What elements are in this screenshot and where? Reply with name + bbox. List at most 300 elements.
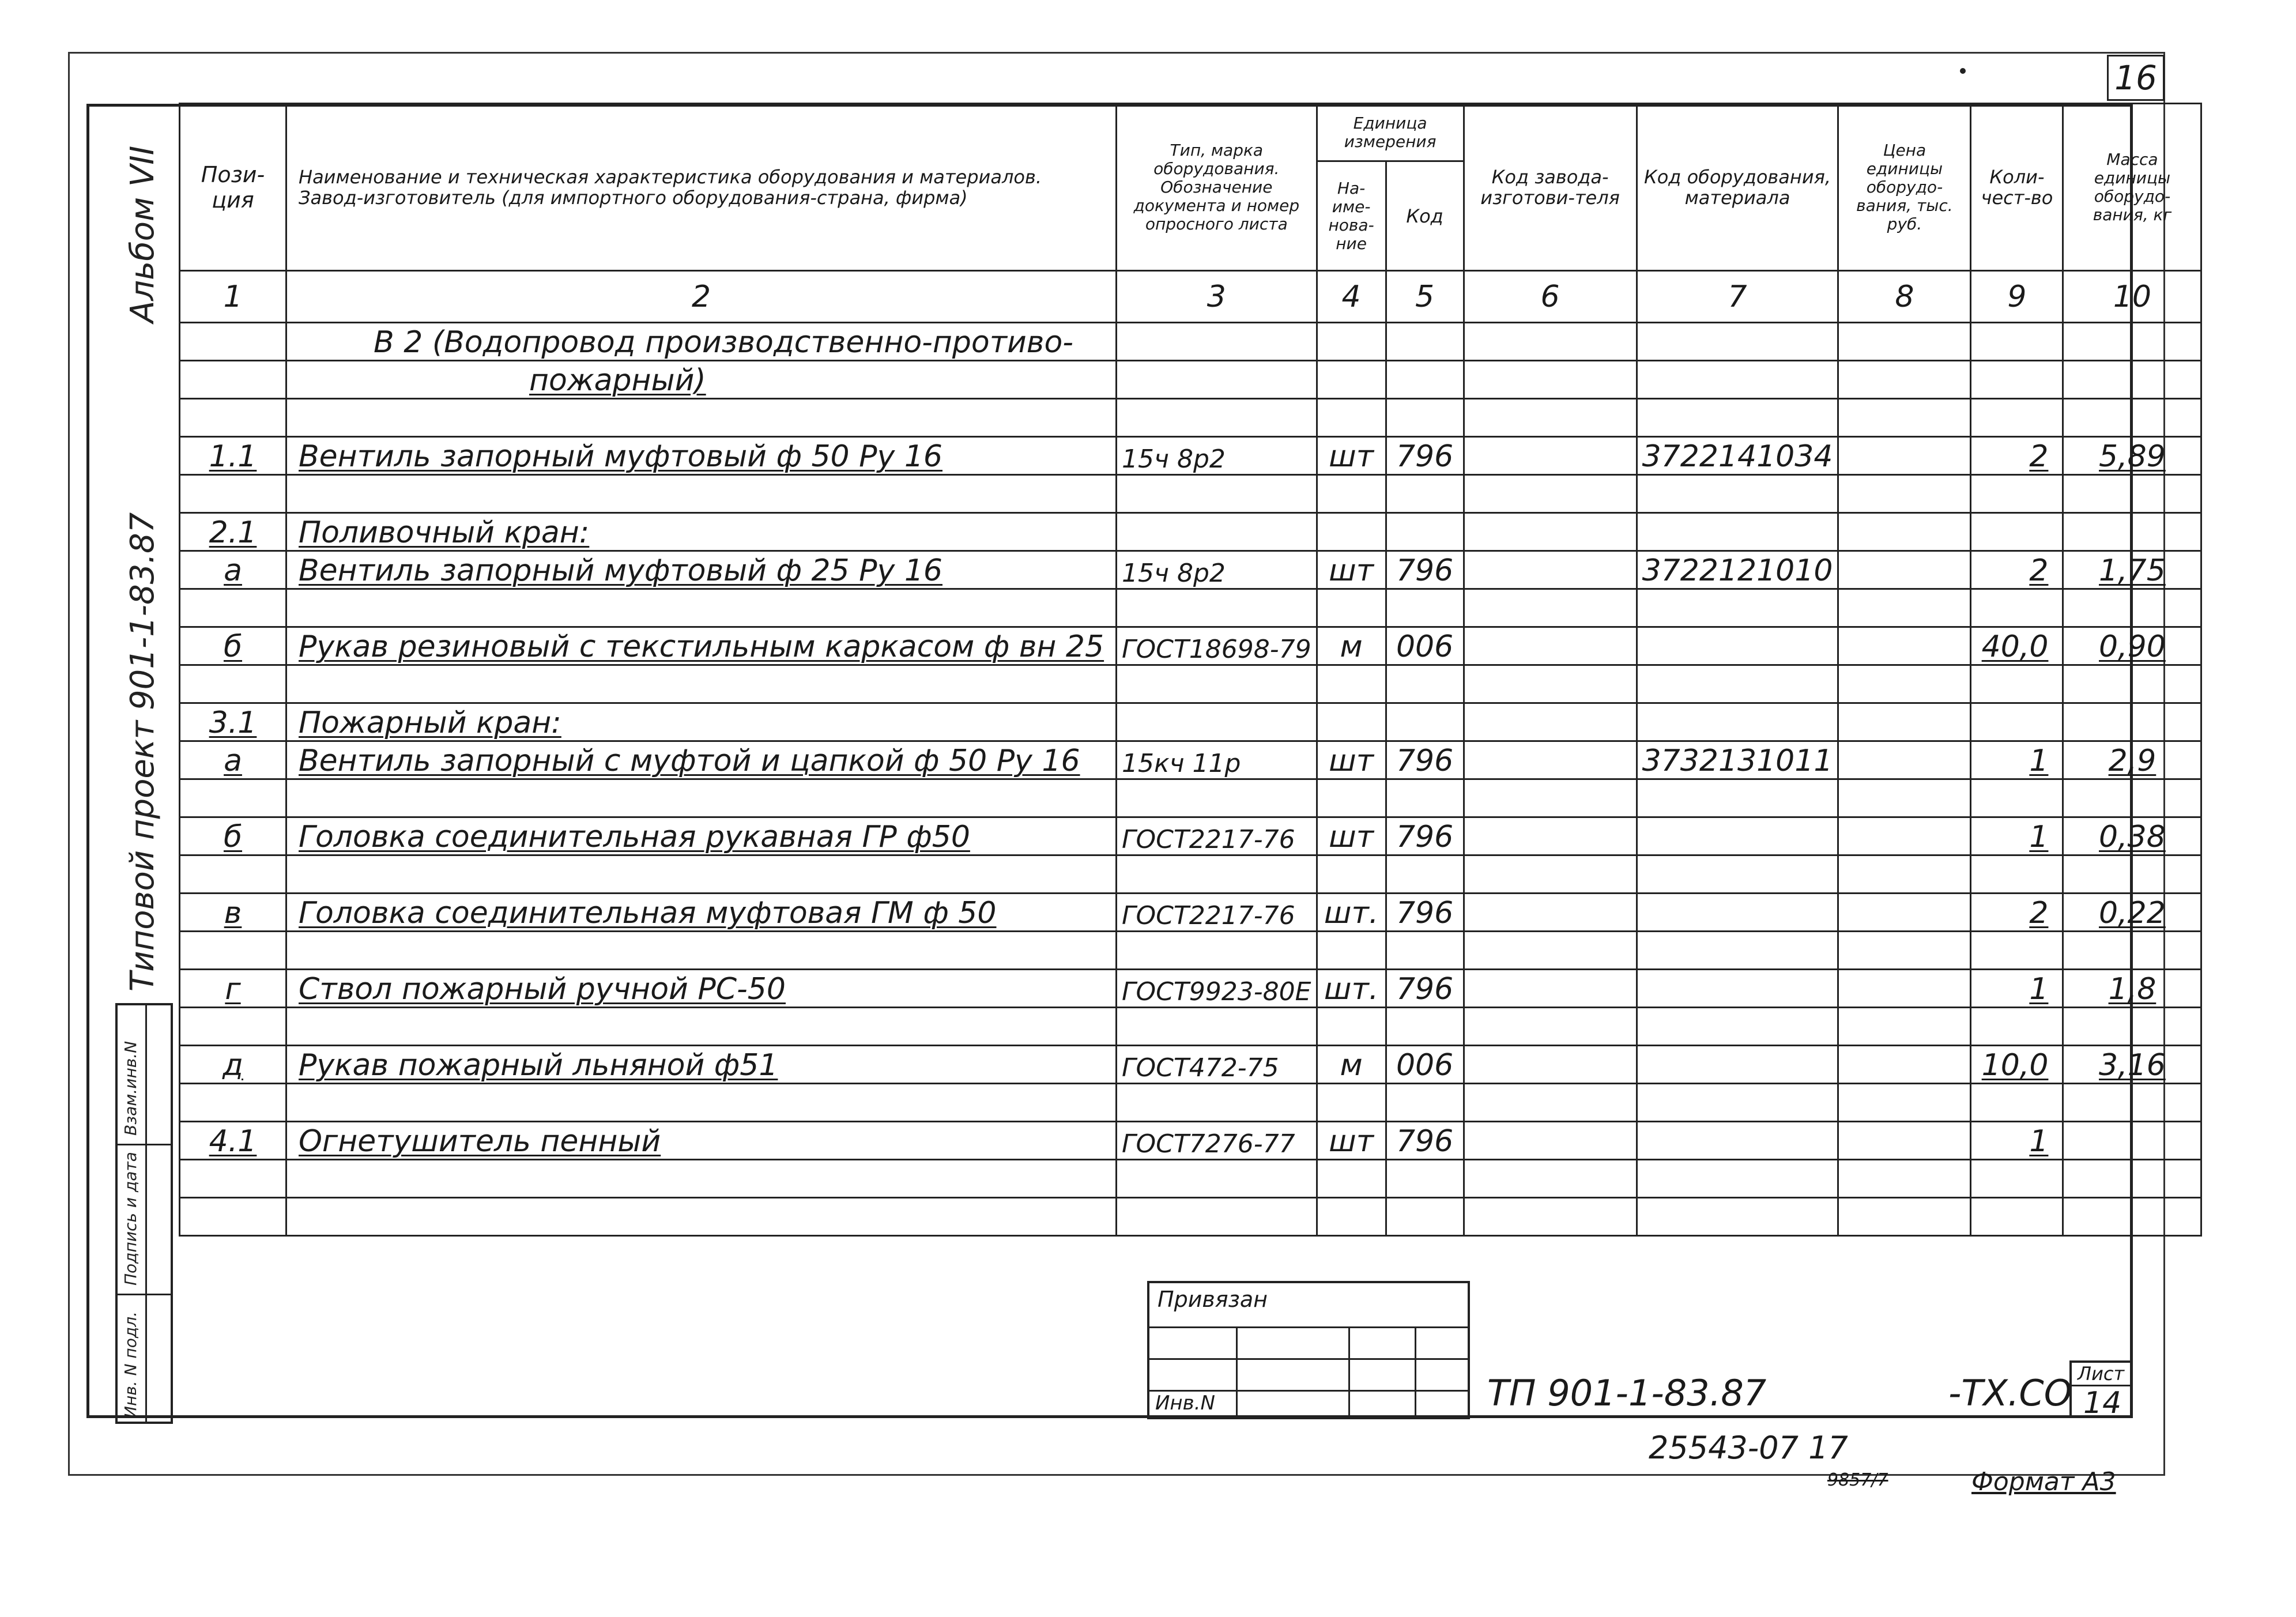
quantity-cell-text: 1 xyxy=(2029,820,2049,854)
position-cell xyxy=(180,627,286,665)
unit-code-cell xyxy=(1386,1046,1464,1084)
table-row xyxy=(180,551,2201,589)
type-cell xyxy=(1117,855,1317,894)
quantity-cell xyxy=(1971,817,2063,855)
title-block-inv: Инв.N xyxy=(1155,1392,1215,1415)
name-cell xyxy=(286,970,1117,1008)
unit-code-cell-text: 796 xyxy=(1396,896,1454,930)
unit-cell-text: м xyxy=(1340,1048,1363,1083)
table-row xyxy=(180,817,2201,855)
unit-cell-text: шт xyxy=(1329,439,1374,474)
plant-code-cell xyxy=(1464,894,1637,932)
quantity-cell-text: 10,0 xyxy=(1981,1048,2049,1083)
quantity-cell xyxy=(1971,779,2063,817)
project-label: Типовой проект 901-1-83.87 xyxy=(124,512,161,992)
name-cell xyxy=(286,703,1117,741)
stamp-label-signature-date: Подпись и дата xyxy=(121,1152,140,1286)
quantity-cell xyxy=(1971,970,2063,1008)
type-cell-text: 15ч 8р2 xyxy=(1122,559,1226,588)
unit-cell-text: м xyxy=(1340,630,1363,664)
mass-cell-text: 2,9 xyxy=(2108,744,2156,778)
name-cell-text: В 2 (Водопровод производственно-противо- xyxy=(374,325,1074,360)
plant-code-cell xyxy=(1464,323,1637,361)
table-row xyxy=(180,589,2201,627)
price-cell xyxy=(1838,1008,1971,1046)
quantity-cell-text: 1 xyxy=(2029,1124,2049,1159)
column-number: 5 xyxy=(1386,271,1464,323)
position-cell-text: г xyxy=(225,972,241,1007)
plant-code-cell xyxy=(1464,932,1637,970)
position-cell xyxy=(180,1008,286,1046)
unit-cell xyxy=(1317,1160,1386,1198)
equipment-code-cell xyxy=(1637,323,1838,361)
unit-code-cell xyxy=(1386,361,1464,399)
position-cell xyxy=(180,513,286,551)
table-row xyxy=(180,970,2201,1008)
type-cell xyxy=(1117,779,1317,817)
unit-code-cell xyxy=(1386,1084,1464,1122)
name-cell xyxy=(286,1046,1117,1084)
unit-code-cell xyxy=(1386,932,1464,970)
position-cell xyxy=(180,1046,286,1084)
plant-code-cell xyxy=(1464,1008,1637,1046)
header-position: Пози-ция xyxy=(180,104,286,271)
header-unit-code: Код xyxy=(1386,161,1464,271)
column-number: 4 xyxy=(1317,271,1386,323)
equipment-code-cell xyxy=(1637,399,1838,437)
price-cell xyxy=(1838,323,1971,361)
unit-code-cell xyxy=(1386,779,1464,817)
table-row xyxy=(180,1046,2201,1084)
table-row xyxy=(180,1008,2201,1046)
quantity-cell xyxy=(1971,437,2063,475)
unit-code-cell-text: 006 xyxy=(1396,1048,1454,1083)
quantity-cell-text: 2 xyxy=(2029,553,2049,588)
table-row xyxy=(180,513,2201,551)
quantity-cell xyxy=(1971,1160,2063,1198)
quantity-cell-text: 2 xyxy=(2029,896,2049,930)
unit-code-cell xyxy=(1386,741,1464,779)
price-cell xyxy=(1838,970,1971,1008)
mass-cell xyxy=(2063,741,2201,779)
name-cell xyxy=(286,551,1117,589)
column-number: 8 xyxy=(1838,271,1971,323)
unit-cell xyxy=(1317,589,1386,627)
equipment-code-cell xyxy=(1637,513,1838,551)
plant-code-cell xyxy=(1464,513,1637,551)
quantity-cell xyxy=(1971,1008,2063,1046)
unit-code-cell xyxy=(1386,589,1464,627)
position-cell xyxy=(180,817,286,855)
unit-code-cell xyxy=(1386,1198,1464,1236)
position-cell xyxy=(180,855,286,894)
mass-cell-text: 1,8 xyxy=(2108,972,2156,1007)
equipment-code-cell xyxy=(1637,741,1838,779)
plant-code-cell xyxy=(1464,437,1637,475)
type-cell xyxy=(1117,1198,1317,1236)
type-cell xyxy=(1117,1046,1317,1084)
unit-code-cell xyxy=(1386,855,1464,894)
type-cell xyxy=(1117,970,1317,1008)
price-cell xyxy=(1838,703,1971,741)
mass-cell xyxy=(2063,855,2201,894)
mass-cell-text: 1,75 xyxy=(2099,553,2166,588)
table-row xyxy=(180,323,2201,361)
position-cell-text: в xyxy=(224,896,242,930)
mass-cell xyxy=(2063,551,2201,589)
corner-sheet-number: 16 xyxy=(2107,55,2165,101)
mass-cell xyxy=(2063,589,2201,627)
price-cell xyxy=(1838,1160,1971,1198)
type-cell xyxy=(1117,703,1317,741)
unit-cell xyxy=(1317,817,1386,855)
table-row xyxy=(180,703,2201,741)
quantity-cell xyxy=(1971,1122,2063,1160)
header-quantity: Коли-чест-во xyxy=(1971,104,2063,271)
unit-cell xyxy=(1317,551,1386,589)
album-label: Альбом VII xyxy=(124,145,161,323)
type-cell xyxy=(1117,1008,1317,1046)
type-cell-text: ГОСТ2217-76 xyxy=(1122,901,1295,930)
unit-cell-text: шт xyxy=(1329,820,1374,854)
type-cell xyxy=(1117,323,1317,361)
type-cell xyxy=(1117,361,1317,399)
quantity-cell xyxy=(1971,551,2063,589)
price-cell xyxy=(1838,741,1971,779)
mass-cell xyxy=(2063,399,2201,437)
name-cell xyxy=(286,589,1117,627)
name-cell-text: Головка соединительная муфтовая ГМ ф 50 xyxy=(299,896,997,930)
name-cell xyxy=(286,741,1117,779)
name-cell xyxy=(286,399,1117,437)
mass-cell xyxy=(2063,1084,2201,1122)
sheet-number: 14 xyxy=(2083,1386,2122,1420)
plant-code-cell xyxy=(1464,399,1637,437)
equipment-code-cell xyxy=(1637,1122,1838,1160)
position-cell xyxy=(180,437,286,475)
unit-cell xyxy=(1317,932,1386,970)
equipment-code-cell xyxy=(1637,1084,1838,1122)
unit-code-cell xyxy=(1386,399,1464,437)
unit-code-cell-text: 796 xyxy=(1396,820,1454,854)
table-row xyxy=(180,932,2201,970)
plant-code-cell xyxy=(1464,1084,1637,1122)
position-cell xyxy=(180,703,286,741)
mass-cell xyxy=(2063,513,2201,551)
position-cell xyxy=(180,741,286,779)
quantity-cell xyxy=(1971,1084,2063,1122)
table-row xyxy=(180,361,2201,399)
quantity-cell xyxy=(1971,589,2063,627)
unit-cell xyxy=(1317,1084,1386,1122)
table-row xyxy=(180,1198,2201,1236)
price-cell xyxy=(1838,551,1971,589)
price-cell xyxy=(1838,1046,1971,1084)
unit-cell xyxy=(1317,855,1386,894)
unit-cell xyxy=(1317,1046,1386,1084)
price-cell xyxy=(1838,932,1971,970)
quantity-cell-text: 1 xyxy=(2029,972,2049,1007)
plant-code-cell xyxy=(1464,703,1637,741)
name-cell xyxy=(286,323,1117,361)
unit-code-cell xyxy=(1386,703,1464,741)
name-cell xyxy=(286,779,1117,817)
quantity-cell xyxy=(1971,1046,2063,1084)
price-cell xyxy=(1838,437,1971,475)
unit-cell xyxy=(1317,513,1386,551)
position-cell-text: б xyxy=(223,630,243,664)
position-cell xyxy=(180,323,286,361)
table-row xyxy=(180,665,2201,703)
position-cell xyxy=(180,475,286,513)
type-cell xyxy=(1117,513,1317,551)
quantity-cell xyxy=(1971,399,2063,437)
price-cell xyxy=(1838,855,1971,894)
type-cell-text: ГОСТ9923-80Е xyxy=(1122,977,1311,1007)
unit-code-cell xyxy=(1386,894,1464,932)
equipment-code-cell-text: 3722121010 xyxy=(1642,553,1833,588)
name-cell xyxy=(286,513,1117,551)
equipment-code-cell xyxy=(1637,855,1838,894)
position-cell-text: б xyxy=(223,820,243,854)
unit-code-cell xyxy=(1386,551,1464,589)
table-row xyxy=(180,779,2201,817)
column-number: 3 xyxy=(1117,271,1317,323)
table-row xyxy=(180,399,2201,437)
type-cell-text: 15кч 11р xyxy=(1122,749,1241,778)
quantity-cell xyxy=(1971,1198,2063,1236)
plant-code-cell xyxy=(1464,741,1637,779)
equipment-code-cell xyxy=(1637,817,1838,855)
name-cell xyxy=(286,855,1117,894)
name-cell xyxy=(286,1160,1117,1198)
mass-cell xyxy=(2063,475,2201,513)
unit-cell xyxy=(1317,399,1386,437)
plant-code-cell xyxy=(1464,970,1637,1008)
unit-cell-text: шт xyxy=(1329,1124,1374,1159)
column-number: 7 xyxy=(1637,271,1838,323)
quantity-cell xyxy=(1971,703,2063,741)
type-cell xyxy=(1117,627,1317,665)
equipment-code-cell xyxy=(1637,970,1838,1008)
price-cell xyxy=(1838,1122,1971,1160)
mass-cell xyxy=(2063,627,2201,665)
equipment-code-cell xyxy=(1637,1198,1838,1236)
type-cell xyxy=(1117,817,1317,855)
plant-code-cell xyxy=(1464,665,1637,703)
quantity-cell xyxy=(1971,627,2063,665)
equipment-code-cell xyxy=(1637,1160,1838,1198)
title-block-label: Привязан xyxy=(1158,1287,1268,1312)
unit-cell xyxy=(1317,894,1386,932)
specification-table xyxy=(179,103,2202,1237)
position-cell xyxy=(180,932,286,970)
unit-cell xyxy=(1317,627,1386,665)
type-cell xyxy=(1117,894,1317,932)
document-code: -ТХ.СО xyxy=(1948,1372,2072,1414)
position-cell xyxy=(180,1198,286,1236)
name-cell xyxy=(286,361,1117,399)
position-cell-text: 3.1 xyxy=(209,706,257,740)
mass-cell-text: 0,90 xyxy=(2099,630,2166,664)
unit-cell xyxy=(1317,970,1386,1008)
plant-code-cell xyxy=(1464,551,1637,589)
unit-cell xyxy=(1317,665,1386,703)
unit-code-cell xyxy=(1386,970,1464,1008)
position-cell-text: а xyxy=(224,744,242,778)
mass-cell xyxy=(2063,437,2201,475)
name-cell xyxy=(286,1084,1117,1122)
price-cell xyxy=(1838,589,1971,627)
plant-code-cell xyxy=(1464,361,1637,399)
unit-cell-text: шт xyxy=(1329,553,1374,588)
sheet-number-box xyxy=(2069,1360,2133,1418)
type-cell-text: ГОСТ7276-77 xyxy=(1122,1129,1295,1159)
mass-cell xyxy=(2063,894,2201,932)
equipment-code-cell xyxy=(1637,551,1838,589)
table-row xyxy=(180,627,2201,665)
column-number: 1 xyxy=(180,271,286,323)
plant-code-cell xyxy=(1464,1046,1637,1084)
mass-cell xyxy=(2063,817,2201,855)
equipment-code-cell xyxy=(1637,1008,1838,1046)
equipment-code-cell xyxy=(1637,627,1838,665)
mass-cell xyxy=(2063,1160,2201,1198)
table-row xyxy=(180,855,2201,894)
position-cell-text: 4.1 xyxy=(209,1124,257,1159)
name-cell-text: пожарный) xyxy=(529,363,706,398)
specification-body xyxy=(180,323,2201,1236)
type-cell xyxy=(1117,665,1317,703)
small-note: 9857/7 xyxy=(1827,1470,1888,1490)
mass-cell-text: 5,89 xyxy=(2099,439,2166,474)
mass-cell xyxy=(2063,361,2201,399)
equipment-code-cell-text: 3732131011 xyxy=(1642,744,1833,778)
position-cell xyxy=(180,970,286,1008)
header-price: Цена единицы оборудо-вания, тыс. руб. xyxy=(1838,104,1971,271)
unit-code-cell xyxy=(1386,1008,1464,1046)
type-cell-text: ГОСТ472-75 xyxy=(1122,1053,1279,1083)
name-cell-text: Рукав резиновый с текстильным каркасом ф вн 25 xyxy=(299,630,1104,664)
unit-cell xyxy=(1317,741,1386,779)
stamp-label-replaced-inv: Взам.инв.N xyxy=(121,1041,140,1136)
mass-cell xyxy=(2063,779,2201,817)
name-cell xyxy=(286,894,1117,932)
type-cell xyxy=(1117,551,1317,589)
unit-cell xyxy=(1317,361,1386,399)
mass-cell-text: 3,16 xyxy=(2099,1048,2166,1083)
name-cell-text: Вентиль запорный муфтовый ф 25 Ру 16 xyxy=(299,553,942,588)
mass-cell xyxy=(2063,323,2201,361)
unit-code-cell xyxy=(1386,1122,1464,1160)
ink-dot xyxy=(1960,68,1966,74)
header-type: Тип, марка оборудования. Обозначение документа и номер опросного листа xyxy=(1117,104,1317,271)
name-cell-text: Поливочный кран: xyxy=(299,515,590,550)
plant-code-cell xyxy=(1464,589,1637,627)
equipment-code-cell xyxy=(1637,589,1838,627)
mass-cell-text: 0,22 xyxy=(2099,896,2166,930)
plant-code-cell xyxy=(1464,627,1637,665)
unit-cell xyxy=(1317,779,1386,817)
mass-cell xyxy=(2063,970,2201,1008)
position-cell xyxy=(180,361,286,399)
mass-cell xyxy=(2063,1008,2201,1046)
equipment-code-cell xyxy=(1637,779,1838,817)
unit-code-cell-text: 796 xyxy=(1396,553,1454,588)
type-cell xyxy=(1117,1122,1317,1160)
mass-cell xyxy=(2063,665,2201,703)
equipment-code-cell xyxy=(1637,361,1838,399)
name-cell xyxy=(286,665,1117,703)
position-cell-text: 2.1 xyxy=(209,515,257,550)
name-cell-text: Ствол пожарный ручной РС-50 xyxy=(299,972,786,1007)
position-cell xyxy=(180,399,286,437)
name-cell-text: Огнетушитель пенный xyxy=(299,1124,661,1159)
equipment-code-cell xyxy=(1637,932,1838,970)
price-cell xyxy=(1838,627,1971,665)
table-row xyxy=(180,741,2201,779)
document-number: ТП 901-1-83.87 xyxy=(1487,1372,1767,1414)
header-name: Наименование и техническая характеристика оборудования и материалов. Завод-изготовитель (для импортного оборудования-страна, фирма) xyxy=(286,104,1117,271)
quantity-cell xyxy=(1971,932,2063,970)
quantity-cell xyxy=(1971,475,2063,513)
price-cell xyxy=(1838,1084,1971,1122)
equipment-code-cell xyxy=(1637,475,1838,513)
price-cell xyxy=(1838,1198,1971,1236)
unit-code-cell-text: 006 xyxy=(1396,630,1454,664)
name-cell-text: Вентиль запорный муфтовый ф 50 Ру 16 xyxy=(299,439,942,474)
price-cell xyxy=(1838,817,1971,855)
sheet-label: Лист xyxy=(2078,1363,2125,1385)
quantity-cell-text: 40,0 xyxy=(1981,630,2049,664)
price-cell xyxy=(1838,361,1971,399)
quantity-cell xyxy=(1971,513,2063,551)
quantity-cell xyxy=(1971,665,2063,703)
table-row xyxy=(180,475,2201,513)
name-cell xyxy=(286,627,1117,665)
header-mass: Масса единицы оборудо-вания, кг xyxy=(2063,104,2201,271)
plant-code-cell xyxy=(1464,475,1637,513)
title-block xyxy=(1147,1281,1470,1419)
column-number: 2 xyxy=(286,271,1117,323)
position-cell xyxy=(180,1084,286,1122)
price-cell xyxy=(1838,779,1971,817)
name-cell xyxy=(286,1122,1117,1160)
unit-code-cell xyxy=(1386,323,1464,361)
unit-cell-text: шт. xyxy=(1324,896,1379,930)
header-plant-code: Код завода-изготови-теля xyxy=(1464,104,1637,271)
name-cell-text: Головка соединительная рукавная ГР ф50 xyxy=(299,820,970,854)
unit-cell xyxy=(1317,475,1386,513)
type-cell xyxy=(1117,437,1317,475)
position-cell xyxy=(180,894,286,932)
mass-cell xyxy=(2063,1122,2201,1160)
price-cell xyxy=(1838,475,1971,513)
column-number: 10 xyxy=(2063,271,2201,323)
mass-cell xyxy=(2063,1198,2201,1236)
equipment-code-cell xyxy=(1637,665,1838,703)
unit-code-cell xyxy=(1386,665,1464,703)
unit-cell xyxy=(1317,1122,1386,1160)
table-row xyxy=(180,1160,2201,1198)
column-number: 9 xyxy=(1971,271,2063,323)
name-cell xyxy=(286,475,1117,513)
unit-cell xyxy=(1317,703,1386,741)
equipment-code-cell xyxy=(1637,894,1838,932)
quantity-cell xyxy=(1971,855,2063,894)
position-cell-text: 1.1 xyxy=(209,439,257,474)
unit-code-cell xyxy=(1386,513,1464,551)
